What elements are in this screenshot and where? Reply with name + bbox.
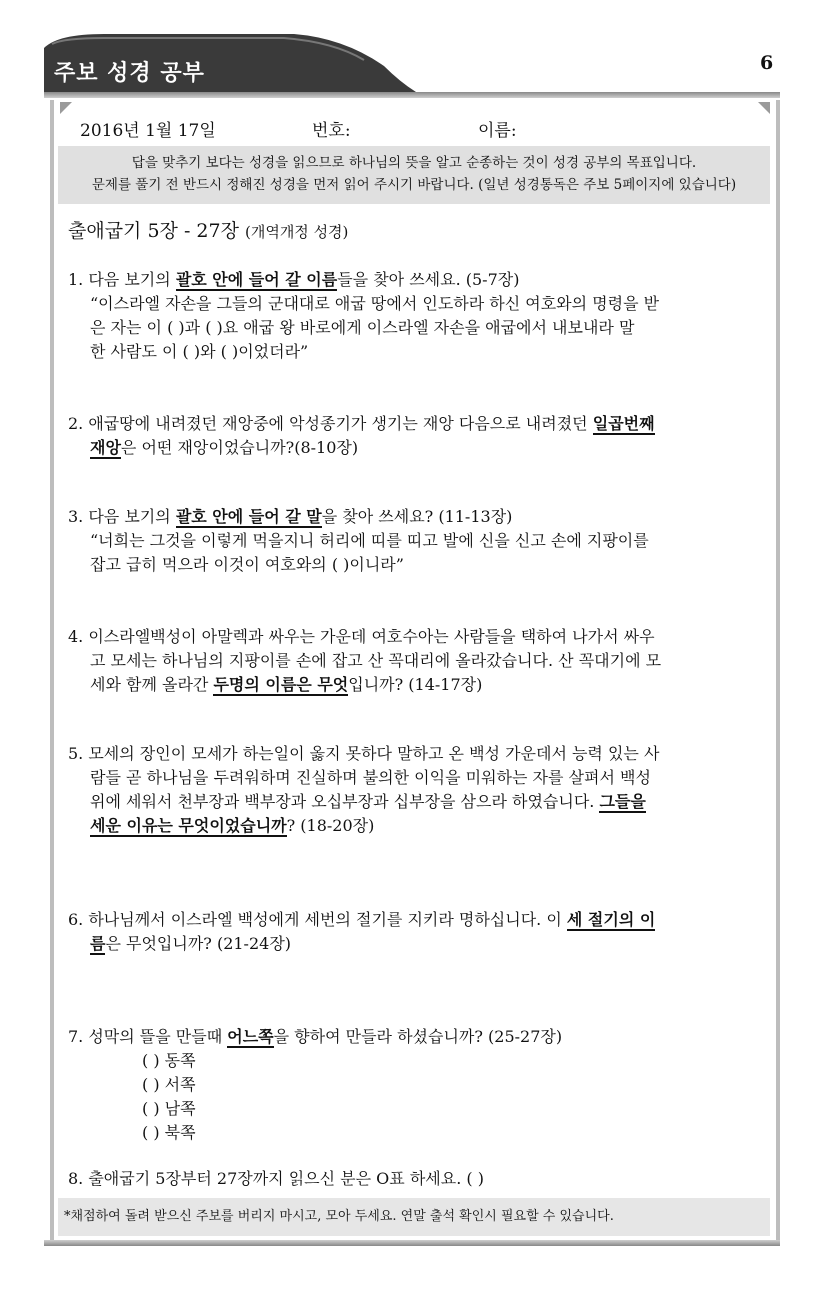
question-6: 6. 하나님께서 이스라엘 백성에게 세번의 절기를 지키라 명하십니다. 이 세 절기의 이 름은 무엇입니까? (21-24장) (68, 910, 656, 953)
option-west: ( ) 서쪽 (142, 1075, 196, 1094)
corner-ornament (758, 102, 770, 114)
emphasis: 세운 이유는 무엇이었습니까 (90, 816, 287, 835)
emphasis: 그들을 (599, 792, 646, 811)
option-north: ( ) 북쪽 (142, 1123, 196, 1142)
question-1: 1. 다음 보기의 괄호 안에 들어 갈 이름들을 찾아 쓰세요. (5-7장) “이스라엘 자손을 그들의 군대대로 애굽 땅에서 인도하라 하신 여호와의 명령을 받 은 자는 이 ( )과 ( )요 애굽 왕 바로에게 이스라엘 자손을 애굽에서 내보내라 말 한 사람도 이 ( )와 ( )이었더라” (68, 270, 660, 361)
date-field: 2016년 1월 17일 (80, 121, 216, 141)
question-5: 5. 모세의 장인이 모세가 하는일이 옳지 못하다 말하고 온 백성 가운데서 능력 있는 사 람들 곧 하나님을 두려워하며 진실하며 불의한 이익을 미워하는 자를 살펴서 백성 위에 세워서 천부장과 백부장과 오십부장과 십부장을 삼으라 하였습니다. 그들을 세운 이유는 무엇이었습니까? (18-20장) (68, 744, 660, 835)
option-east: ( ) 동쪽 (142, 1051, 196, 1070)
book-range: 출애굽기 5장 - 27장 (68, 220, 239, 242)
emphasis: 어느쪽 (227, 1027, 274, 1046)
bottom-rule (44, 1240, 780, 1246)
name-label: 이름: (478, 121, 517, 141)
question-4: 4. 이스라엘백성이 아말렉과 싸우는 가운데 여호수아는 사람들을 택하여 나가서 싸우 고 모세는 하나님의 지팡이를 손에 잡고 산 꼭대리에 올라갔습니다. 산 꼭대기에 모 세와 함께 올라간 두명의 이름은 무엇입니까? (14-17장) (68, 627, 662, 694)
emphasis: 재앙 (90, 438, 121, 457)
question-3: 3. 다음 보기의 괄호 안에 들어 갈 말을 찾아 쓰세요? (11-13장) “너희는 그것을 이렇게 먹을지니 허리에 띠를 띠고 발에 신을 신고 손에 지팡이를 잡고 급히 먹으라 이것이 여호와의 ( )이니라” (68, 507, 649, 574)
emphasis: 괄호 안에 들어 갈 말 (175, 507, 322, 526)
banner-title: 주보 성경 공부 (54, 61, 205, 86)
bible-version: (개역개정 성경) (244, 223, 349, 241)
question-8: 8. 출애굽기 5장부터 27장까지 읽으신 분은 O표 하세요. ( ) (68, 1169, 484, 1188)
footer-note: *채점하여 돌려 받으신 주보를 버리지 마시고, 모아 두세요. 연말 출석 확인시 필요할 수 있습니다. (58, 1198, 770, 1236)
book-title (68, 216, 348, 243)
corner-ornament (60, 102, 72, 114)
instruction-line: 답을 맞추기 보다는 성경을 읽으므로 하나님의 뜻을 알고 순종하는 것이 성경 공부의 목표입니다. (131, 155, 697, 171)
instruction-line: 문제를 풀기 전 반드시 정해진 성경을 먼저 읽어 주시기 바랍니다. (일년 성경통독은 주보 5페이지에 있습니다) (91, 177, 737, 193)
option-south: ( ) 남쪽 (142, 1099, 196, 1118)
emphasis: 두명의 이름은 무엇 (213, 675, 349, 694)
emphasis: 일곱번째 (592, 414, 655, 433)
emphasis: 름 (90, 934, 106, 953)
instruction-box (58, 146, 770, 204)
emphasis: 괄호 안에 들어 갈 이름 (175, 270, 338, 289)
page-number: 6 (760, 52, 774, 74)
question-7: 7. 성막의 뜰을 만들때 어느쪽을 향하여 만들라 하셨습니까? (25-27장) (68, 1027, 563, 1046)
number-label: 번호: (312, 121, 351, 141)
question-2: 2. 애굽땅에 내려졌던 재앙중에 악성종기가 생기는 재앙 다음으로 내려졌던 일곱번째 재앙은 어떤 재앙이었습니까?(8-10장) (68, 414, 655, 457)
emphasis: 세 절기의 이 (566, 910, 656, 929)
top-rule (44, 92, 780, 98)
